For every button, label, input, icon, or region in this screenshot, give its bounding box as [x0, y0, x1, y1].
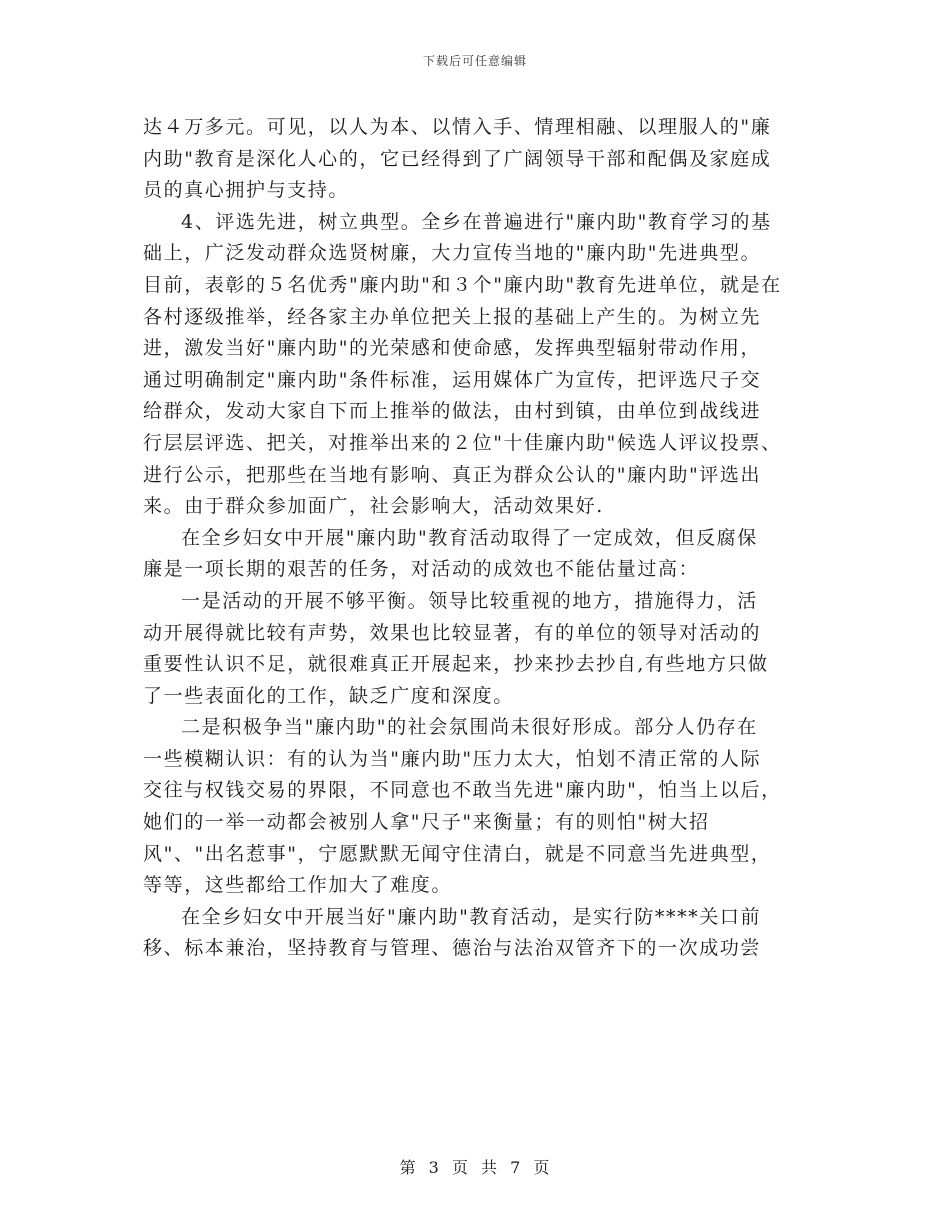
paragraph-line: 风"、"出名惹事"，宁愿默默无闻守住清白，就是不同意当先进典型， — [143, 842, 772, 865]
paragraph-line: 进，激发当好"廉内助"的光荣感和使命感，发挥典型辐射带动作用， — [143, 337, 762, 360]
paragraph-line: 在全乡妇女中开展"廉内助"教育活动取得了一定成效，但反腐保 — [181, 526, 758, 549]
paragraph-line: 达４万多元。可见，以人为本、以情入手、情理相融、以理服人的"廉 — [143, 116, 772, 138]
paragraph-line: 交往与权钱交易的界限，不同意也不敢当先进"廉内助"，怕当上以后， — [143, 779, 782, 802]
paragraph-line: 廉是一项长期的艰苦的任务，对活动的成效也不能估量过高： — [143, 558, 700, 581]
paragraph-line: 行层层评选、把关，对推举出来的２位"十佳廉内助"候选人评议投票、 — [143, 431, 782, 454]
paragraph-line: 她们的一举一动都会被别人拿"尺子"来衡量；有的则怕"树大招 — [143, 811, 710, 834]
paragraph-line: 一是活动的开展不够平衡。领导比较重视的地方，措施得力，活 — [181, 589, 758, 612]
paragraph-line: 动开展得就比较有声势，效果也比较显著，有的单位的领导对活动的 — [143, 621, 762, 644]
paragraph-line: 二是积极争当"廉内助"的社会氛围尚未很好形成。部分人仍存在 — [181, 716, 758, 739]
page-header: 下载后可任意编辑 — [422, 54, 527, 68]
paragraph-line: 来。由于群众参加面广，社会影响大，活动效果好. — [143, 495, 604, 518]
paragraph-line: 进行公示，把那些在当地有影响、真正为群众公认的"廉内助"评选出 — [143, 463, 762, 486]
paragraph-line: 移、标本兼治，坚持教育与管理、德治与法治双管齐下的一次成功尝 — [143, 937, 762, 960]
paragraph-line: 目前，表彰的５名优秀"廉内助"和３个"廉内助"教育先进单位，就是在 — [143, 273, 782, 296]
paragraph-line: 等等，这些都给工作加大了难度。 — [143, 874, 453, 897]
paragraph-line: 给群众，发动大家自下而上推举的做法，由村到镇，由单位到战线进 — [143, 400, 762, 423]
paragraph-line: 了一些表面化的工作，缺乏广度和深度。 — [143, 684, 514, 707]
paragraph-line: 一些模糊认识：有的认为当"廉内助"压力太大，怕划不清正常的人际 — [143, 747, 762, 770]
paragraph-line: 各村逐级推举，经各家主办单位把关上报的基础上产生的。为树立先 — [143, 305, 762, 328]
document-body — [143, 112, 811, 965]
paragraph-line: 员的真心拥护与支持。 — [143, 179, 350, 202]
paragraph-line: 内助"教育是深化人心的，它已经得到了广阔领导干部和配偶及家庭成 — [143, 147, 772, 170]
paragraph-line: 4、评选先进，树立典型。全乡在普遍进行"廉内助"教育学习的基 — [181, 210, 772, 233]
paragraph-line: 重要性认识不足，就很难真正开展起来，抄来抄去抄自,有些地方只做 — [143, 653, 769, 676]
paragraph-line: 通过明确制定"廉内助"条件标准，运用媒体广为宣传，把评选尺子交 — [143, 368, 762, 391]
paragraph-line: 础上，广泛发动群众选贤树廉，大力宣传当地的"廉内助"先进典型。 — [143, 242, 762, 265]
page-number-footer: 第 3 页 共 7 页 — [399, 1158, 551, 1177]
paragraph-line: 在全乡妇女中开展当好"廉内助"教育活动，是实行防****关口前 — [181, 905, 762, 928]
